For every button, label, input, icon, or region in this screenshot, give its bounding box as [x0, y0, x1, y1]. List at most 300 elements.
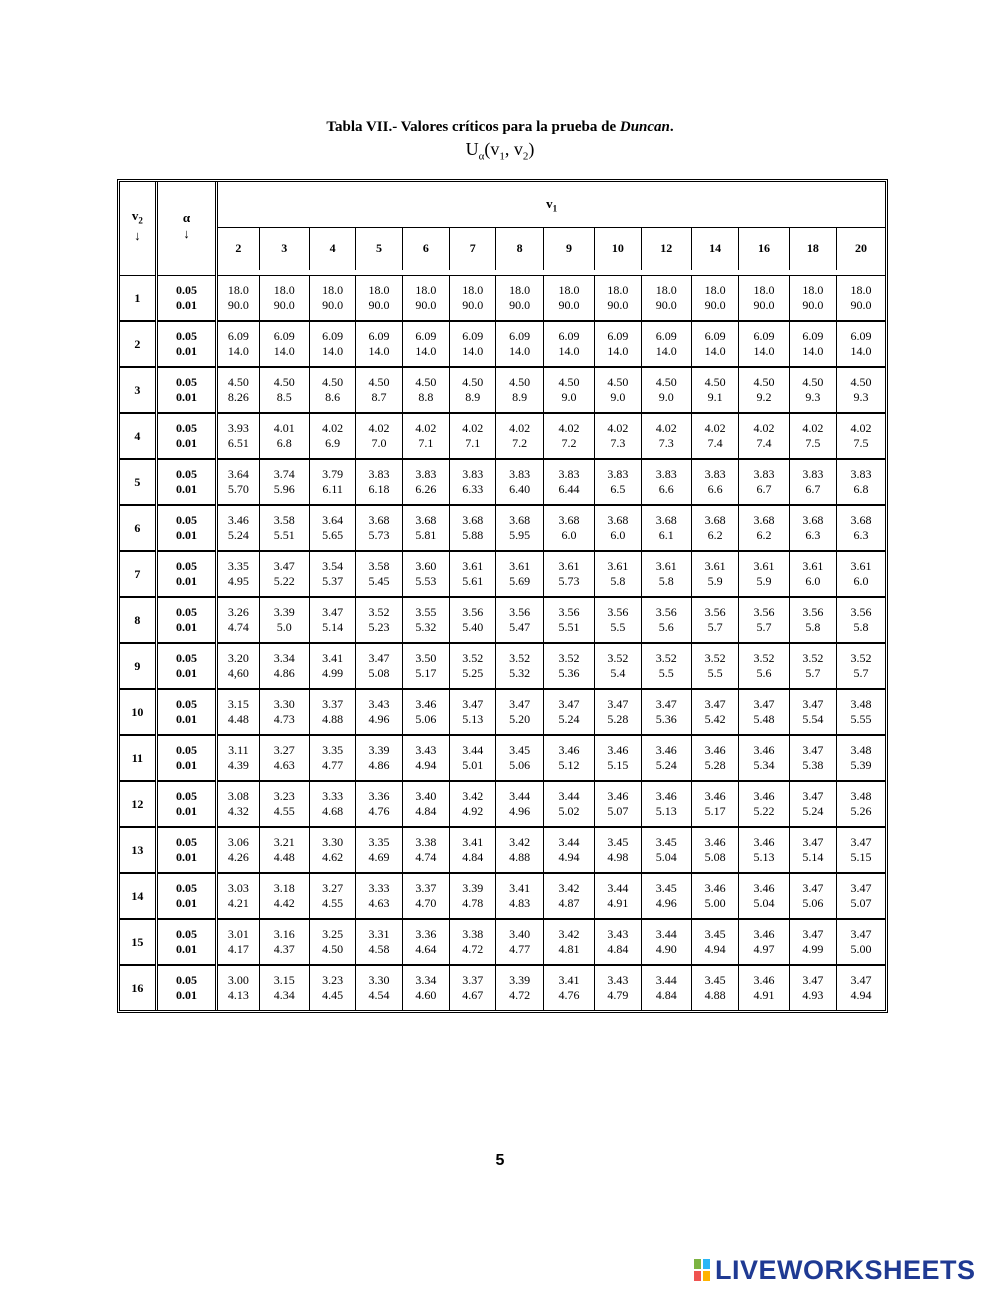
value-001: 6.1 [658, 528, 674, 542]
alpha-001: 0.01 [176, 666, 198, 680]
value-005: 3.21 [273, 835, 295, 849]
value-001: 5.00 [704, 896, 726, 910]
value-001: 5.5 [707, 666, 723, 680]
value-001: 4.86 [273, 666, 295, 680]
header-top-row [120, 182, 885, 227]
value-cell [739, 459, 789, 505]
value-cell [837, 827, 885, 873]
value-001: 5.04 [753, 896, 775, 910]
column-header: 3 [259, 227, 309, 270]
value-001: 4.84 [655, 988, 677, 1002]
value-001: 90.0 [227, 298, 249, 312]
title-text: Tabla VII.- Valores críticos para la prueba de [326, 119, 620, 135]
value-001: 5.02 [558, 804, 580, 818]
value-cell [450, 276, 496, 322]
value-001: 5.06 [802, 896, 824, 910]
value-001: 4.86 [368, 758, 390, 772]
value-cell [789, 643, 836, 689]
value-cell [837, 919, 885, 965]
v2-cell: 4 [120, 413, 156, 459]
value-005: 3.47 [273, 559, 295, 573]
value-005: 3.83 [704, 467, 726, 481]
value-005: 3.68 [655, 513, 677, 527]
value-001: 5.96 [273, 482, 295, 496]
value-001: 4.63 [368, 896, 390, 910]
value-005: 3.68 [753, 513, 775, 527]
alpha-001: 0.01 [176, 988, 198, 1002]
value-005: 3.41 [322, 651, 344, 665]
alpha-cell [156, 321, 216, 367]
value-cell [402, 551, 449, 597]
alpha-001: 0.01 [176, 850, 198, 864]
value-001: 5.14 [322, 620, 344, 634]
value-cell [259, 321, 309, 367]
value-001: 5.65 [322, 528, 344, 542]
value-005: 3.00 [227, 973, 249, 987]
value-001: 4.88 [704, 988, 726, 1002]
value-001: 7.2 [561, 436, 577, 450]
value-cell [691, 367, 738, 413]
value-cell [543, 689, 594, 735]
value-cell [259, 276, 309, 322]
value-001: 14.0 [753, 344, 775, 358]
v2-cell: 15 [120, 919, 156, 965]
value-005: 3.34 [415, 973, 437, 987]
value-005: 4.50 [322, 375, 344, 389]
value-cell [309, 367, 355, 413]
value-005: 3.43 [415, 743, 437, 757]
value-cell [789, 413, 836, 459]
value-001: 6.9 [325, 436, 341, 450]
value-005: 18.0 [558, 283, 580, 297]
value-001: 90.0 [462, 298, 484, 312]
value-005: 3.56 [655, 605, 677, 619]
value-005: 18.0 [462, 283, 484, 297]
value-001: 4.54 [368, 988, 390, 1002]
value-cell [543, 873, 594, 919]
value-cell [739, 321, 789, 367]
value-005: 3.64 [227, 467, 249, 481]
value-001: 7.4 [756, 436, 772, 450]
value-001: 5.20 [509, 712, 531, 726]
table-title [0, 118, 1000, 136]
value-005: 4.01 [273, 421, 295, 435]
v2-cell: 8 [120, 597, 156, 643]
value-001: 90.0 [655, 298, 677, 312]
value-cell [739, 413, 789, 459]
value-005: 3.46 [655, 743, 677, 757]
value-cell [309, 965, 355, 1010]
table-row [120, 367, 885, 413]
value-001: 4.94 [415, 758, 437, 772]
value-cell [402, 873, 449, 919]
value-001: 4.39 [227, 758, 249, 772]
value-cell [691, 321, 738, 367]
value-cell [356, 597, 402, 643]
value-001: 4.69 [368, 850, 390, 864]
value-cell [496, 551, 543, 597]
value-cell [259, 551, 309, 597]
value-001: 90.0 [802, 298, 824, 312]
alpha-001: 0.01 [176, 804, 198, 818]
value-001: 5.40 [462, 620, 484, 634]
value-cell [450, 919, 496, 965]
logo-square-green [693, 1258, 702, 1270]
v2-cell: 1 [120, 276, 156, 322]
value-005: 6.09 [415, 329, 437, 343]
value-cell [837, 735, 885, 781]
value-005: 3.44 [462, 743, 484, 757]
value-cell [595, 735, 641, 781]
v1-label: v [546, 195, 553, 211]
v1-sub: 1 [552, 203, 558, 214]
value-005: 3.56 [558, 605, 580, 619]
value-001: 5.8 [805, 620, 821, 634]
value-cell [739, 643, 789, 689]
alpha-005: 0.05 [176, 651, 198, 665]
value-005: 3.56 [753, 605, 775, 619]
value-cell [309, 781, 355, 827]
value-cell [691, 459, 738, 505]
value-cell [259, 367, 309, 413]
value-001: 4.73 [273, 712, 295, 726]
value-005: 3.46 [704, 881, 726, 895]
value-005: 3.45 [509, 743, 531, 757]
value-005: 3.54 [322, 559, 344, 573]
value-005: 3.83 [368, 467, 390, 481]
value-001: 5.04 [655, 850, 677, 864]
value-cell [402, 413, 449, 459]
value-005: 3.68 [462, 513, 484, 527]
value-001: 5.34 [753, 758, 775, 772]
table-row [120, 873, 885, 919]
value-005: 3.68 [607, 513, 629, 527]
value-001: 6.0 [853, 574, 869, 588]
value-005: 3.41 [558, 973, 580, 987]
value-001: 14.0 [558, 344, 580, 358]
value-cell [543, 919, 594, 965]
value-005: 3.45 [704, 927, 726, 941]
alpha-005: 0.05 [176, 467, 198, 481]
value-005: 6.09 [704, 329, 726, 343]
value-cell [402, 781, 449, 827]
value-001: 4.78 [462, 896, 484, 910]
value-001: 4.87 [558, 896, 580, 910]
value-cell [402, 367, 449, 413]
value-005: 6.09 [227, 329, 249, 343]
value-cell [595, 505, 641, 551]
v2-label: v [131, 207, 139, 223]
alpha-005: 0.05 [176, 881, 198, 895]
value-001: 9.0 [561, 390, 577, 404]
alpha-cell [156, 919, 216, 965]
value-cell [641, 367, 691, 413]
value-cell [309, 689, 355, 735]
value-005: 3.45 [655, 835, 677, 849]
value-001: 6.2 [756, 528, 772, 542]
value-005: 3.18 [273, 881, 295, 895]
value-001: 90.0 [607, 298, 629, 312]
value-cell [837, 459, 885, 505]
value-001: 5.8 [853, 620, 869, 634]
value-cell [739, 505, 789, 551]
value-005: 3.44 [509, 789, 531, 803]
value-cell [691, 919, 738, 965]
value-cell [309, 321, 355, 367]
value-005: 3.47 [850, 973, 872, 987]
value-cell [739, 781, 789, 827]
value-005: 3.83 [802, 467, 824, 481]
value-001: 4.92 [462, 804, 484, 818]
value-001: 4.60 [415, 988, 437, 1002]
value-cell [837, 321, 885, 367]
value-005: 3.37 [415, 881, 437, 895]
value-005: 3.79 [322, 467, 344, 481]
value-cell [217, 367, 259, 413]
value-cell [496, 781, 543, 827]
alpha-cell [156, 827, 216, 873]
column-header: 10 [595, 227, 641, 270]
value-005: 4.02 [607, 421, 629, 435]
value-005: 3.42 [509, 835, 531, 849]
value-cell [309, 551, 355, 597]
value-001: 4.98 [607, 850, 629, 864]
value-cell [309, 276, 355, 322]
value-cell [837, 689, 885, 735]
value-005: 4.50 [607, 375, 629, 389]
value-001: 4.67 [462, 988, 484, 1002]
value-001: 9.0 [658, 390, 674, 404]
column-header: 5 [356, 227, 402, 270]
value-005: 3.46 [753, 743, 775, 757]
value-005: 3.47 [368, 651, 390, 665]
value-001: 4,60 [227, 666, 249, 680]
value-005: 3.61 [655, 559, 677, 573]
column-header: 18 [789, 227, 836, 270]
value-001: 6.7 [805, 482, 821, 496]
value-cell [641, 689, 691, 735]
value-001: 5.88 [462, 528, 484, 542]
table-row [120, 597, 885, 643]
value-005: 3.46 [704, 743, 726, 757]
value-005: 4.50 [802, 375, 824, 389]
value-001: 5.61 [462, 574, 484, 588]
value-005: 3.15 [227, 697, 249, 711]
value-005: 6.09 [655, 329, 677, 343]
value-005: 3.46 [607, 789, 629, 803]
value-005: 6.09 [850, 329, 872, 343]
value-cell [837, 367, 885, 413]
value-cell [402, 276, 449, 322]
value-cell [789, 873, 836, 919]
value-001: 6.0 [561, 528, 577, 542]
value-cell [789, 689, 836, 735]
page-number: 5 [495, 1152, 505, 1169]
value-cell [309, 827, 355, 873]
value-001: 5.08 [704, 850, 726, 864]
value-cell [309, 413, 355, 459]
value-cell [837, 781, 885, 827]
value-001: 90.0 [415, 298, 437, 312]
value-001: 14.0 [227, 344, 249, 358]
value-001: 6.3 [853, 528, 869, 542]
value-005: 3.30 [322, 835, 344, 849]
value-cell [641, 321, 691, 367]
alpha-005: 0.05 [176, 697, 198, 711]
value-001: 8.9 [512, 390, 528, 404]
value-005: 3.52 [462, 651, 484, 665]
value-005: 3.38 [415, 835, 437, 849]
value-cell [543, 643, 594, 689]
value-cell [543, 735, 594, 781]
value-001: 4.42 [273, 896, 295, 910]
value-cell [595, 781, 641, 827]
value-cell [496, 276, 543, 322]
brand-text: LIVEWORKSHEETS [715, 1254, 976, 1285]
value-cell [691, 965, 738, 1010]
value-cell [496, 321, 543, 367]
value-005: 3.39 [273, 605, 295, 619]
value-005: 3.30 [368, 973, 390, 987]
alpha-cell [156, 551, 216, 597]
value-001: 4.94 [850, 988, 872, 1002]
title-block [0, 118, 1000, 168]
value-001: 4.94 [704, 942, 726, 956]
value-005: 3.52 [704, 651, 726, 665]
value-005: 3.47 [850, 835, 872, 849]
value-cell [356, 367, 402, 413]
value-001: 5.55 [850, 712, 872, 726]
value-cell [356, 873, 402, 919]
alpha-005: 0.05 [176, 927, 198, 941]
value-001: 4.17 [227, 942, 249, 956]
v1-header [217, 182, 885, 227]
value-cell [496, 597, 543, 643]
value-001: 8.5 [276, 390, 292, 404]
value-cell [543, 276, 594, 322]
value-cell [450, 551, 496, 597]
value-cell [259, 873, 309, 919]
value-005: 4.02 [850, 421, 872, 435]
alpha-005: 0.05 [176, 743, 198, 757]
value-001: 5.26 [850, 804, 872, 818]
value-cell [450, 643, 496, 689]
value-005: 3.33 [322, 789, 344, 803]
value-005: 3.68 [415, 513, 437, 527]
value-001: 90.0 [704, 298, 726, 312]
value-001: 5.23 [368, 620, 390, 634]
logo-square-red [693, 1270, 702, 1282]
value-cell [259, 689, 309, 735]
value-005: 3.44 [558, 835, 580, 849]
value-005: 3.64 [322, 513, 344, 527]
value-001: 5.36 [558, 666, 580, 680]
alpha-005: 0.05 [176, 421, 198, 435]
value-cell [641, 413, 691, 459]
value-cell [496, 367, 543, 413]
value-005: 3.52 [368, 605, 390, 619]
value-001: 14.0 [704, 344, 726, 358]
value-001: 4.99 [802, 942, 824, 956]
value-005: 18.0 [607, 283, 629, 297]
value-001: 8.6 [325, 390, 341, 404]
value-cell [450, 827, 496, 873]
value-005: 4.02 [704, 421, 726, 435]
value-cell [595, 689, 641, 735]
value-001: 4.81 [558, 942, 580, 956]
value-cell [496, 689, 543, 735]
value-cell [789, 551, 836, 597]
alpha-005: 0.05 [176, 835, 198, 849]
value-001: 5.17 [415, 666, 437, 680]
table-row [120, 413, 885, 459]
value-cell [356, 919, 402, 965]
value-001: 6.6 [707, 482, 723, 496]
value-001: 4.45 [322, 988, 344, 1002]
value-001: 5.15 [850, 850, 872, 864]
value-cell [789, 505, 836, 551]
value-001: 5.24 [802, 804, 824, 818]
v2-cell: 9 [120, 643, 156, 689]
value-005: 3.47 [802, 973, 824, 987]
value-cell [309, 735, 355, 781]
alpha-cell [156, 689, 216, 735]
column-header: 4 [309, 227, 355, 270]
value-005: 3.47 [655, 697, 677, 711]
value-001: 14.0 [368, 344, 390, 358]
value-cell [217, 597, 259, 643]
value-005: 6.09 [802, 329, 824, 343]
value-005: 18.0 [273, 283, 295, 297]
value-cell [837, 643, 885, 689]
table-row [120, 505, 885, 551]
value-cell [543, 413, 594, 459]
value-001: 5.81 [415, 528, 437, 542]
value-cell [309, 505, 355, 551]
value-005: 3.16 [273, 927, 295, 941]
value-005: 4.50 [850, 375, 872, 389]
value-cell [217, 781, 259, 827]
value-cell [402, 689, 449, 735]
value-001: 5.7 [805, 666, 821, 680]
value-cell [259, 827, 309, 873]
value-005: 3.52 [607, 651, 629, 665]
value-cell [595, 827, 641, 873]
value-001: 5.7 [707, 620, 723, 634]
value-001: 4.83 [509, 896, 531, 910]
value-005: 3.48 [850, 789, 872, 803]
value-005: 3.56 [462, 605, 484, 619]
table-row [120, 827, 885, 873]
value-005: 3.40 [415, 789, 437, 803]
value-cell [450, 505, 496, 551]
value-001: 4.50 [322, 942, 344, 956]
formula-open: (v [484, 139, 500, 159]
value-001: 4.77 [322, 758, 344, 772]
v2-cell: 14 [120, 873, 156, 919]
value-001: 6.0 [805, 574, 821, 588]
value-005: 3.44 [655, 973, 677, 987]
alpha-005: 0.05 [176, 789, 198, 803]
alpha-005: 0.05 [176, 973, 198, 987]
value-001: 5.9 [707, 574, 723, 588]
value-005: 4.02 [462, 421, 484, 435]
value-005: 18.0 [850, 283, 872, 297]
alpha-cell [156, 413, 216, 459]
formula-alpha: α [478, 150, 485, 163]
value-cell [739, 367, 789, 413]
value-005: 3.06 [227, 835, 249, 849]
